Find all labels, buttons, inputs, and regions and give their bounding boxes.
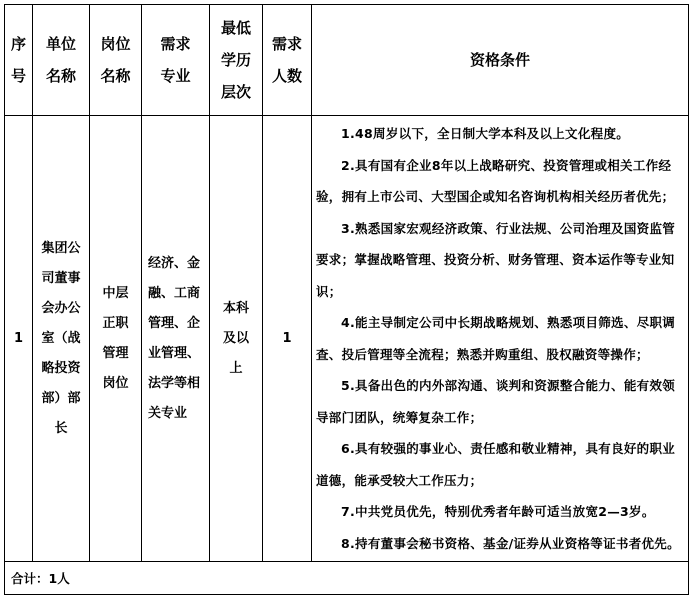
header-post-name [90, 5, 142, 116]
table-row [5, 116, 689, 562]
qualification-item: 1.48周岁以下，全日制大学本科及以上文化程度。 [341, 126, 630, 141]
cell-headcount: 1 [263, 116, 312, 562]
post-name-line: 管理 [102, 345, 129, 361]
unit-name-line: 部）部 [41, 390, 81, 406]
education-line: 本科 [222, 300, 249, 316]
qualification-item: 2.具有国有企业8年以上战略研究、投资管理或相关工作经验，拥有上市公司、大型国企或知名咨询机构相关经历者优先； [316, 157, 675, 204]
post-name-line: 正职 [102, 315, 129, 331]
unit-name-line: 集团公 [41, 240, 81, 256]
header-unit-name-line: 名称 [45, 67, 76, 85]
footer-row [5, 562, 689, 595]
total-label: 合计：1人 [5, 562, 689, 595]
post-name-line: 中层 [102, 285, 129, 301]
header-education [210, 5, 263, 116]
cell-seq: 1 [5, 116, 33, 562]
header-seq [5, 5, 33, 116]
qualification-item: 8.持有董事会秘书资格、基金/证券从业资格等证书者优先。 [341, 535, 680, 551]
cell-education [210, 116, 263, 562]
major-line: 关专业 [148, 405, 188, 421]
header-major-line: 需求 [160, 35, 191, 53]
job-requirements-table [4, 4, 689, 595]
header-unit-name-line: 单位 [45, 35, 76, 53]
unit-name-line: 略投资 [41, 360, 81, 376]
cell-unit-name [33, 116, 90, 562]
unit-name-line: 会办公 [41, 300, 81, 316]
header-qualifications: 资格条件 [312, 5, 689, 116]
header-major-line: 专业 [160, 67, 191, 85]
major-line: 法学等相 [148, 375, 201, 391]
header-headcount-line: 人数 [271, 67, 302, 85]
cell-qualifications [312, 116, 689, 562]
major-line: 业管理、 [148, 345, 201, 361]
qualification-item: 5.具备出色的内外部沟通、谈判和资源整合能力、能有效领导部门团队，统筹复杂工作； [316, 378, 676, 425]
unit-name-line: 司董事 [41, 270, 81, 286]
major-line: 经济、金 [148, 255, 201, 271]
cell-post-name [90, 116, 142, 562]
post-name-line: 岗位 [102, 375, 129, 391]
qualification-item: 6.具有较强的事业心、责任感和敬业精神，具有良好的职业道德，能承受较大工作压力； [316, 441, 676, 488]
header-education-line: 学历 [220, 51, 251, 69]
header-education-line: 层次 [220, 83, 251, 101]
header-headcount-line: 需求 [271, 35, 302, 53]
header-seq-line: 号 [10, 67, 26, 85]
header-major [142, 5, 210, 116]
education-line: 上 [229, 360, 243, 376]
qualification-item: 3.熟悉国家宏观经济政策、行业法规、公司治理及国资监管要求；掌握战略管理、投资分析、财务管理、资本运作等专业知识； [316, 220, 676, 299]
header-post-name-line: 名称 [100, 67, 131, 85]
unit-name-line: 室（战 [41, 330, 81, 346]
header-seq-line: 序 [10, 35, 26, 53]
header-row [5, 5, 689, 116]
education-line: 及以 [222, 330, 249, 346]
qualification-item: 7.中共党员优先，特别优秀者年龄可适当放宽2—3岁。 [341, 504, 655, 519]
major-line: 融、工商 [148, 285, 201, 301]
header-education-line: 最低 [220, 19, 251, 37]
qualification-item: 4.能主导制定公司中长期战略规划、熟悉项目筛选、尽职调查、投后管理等全流程；熟悉并购重组、股权融资等操作； [316, 315, 676, 362]
header-unit-name [33, 5, 90, 116]
header-post-name-line: 岗位 [100, 35, 131, 53]
cell-major [142, 116, 210, 562]
header-headcount [263, 5, 312, 116]
major-line: 管理、企 [148, 315, 201, 331]
unit-name-line: 长 [54, 420, 68, 436]
